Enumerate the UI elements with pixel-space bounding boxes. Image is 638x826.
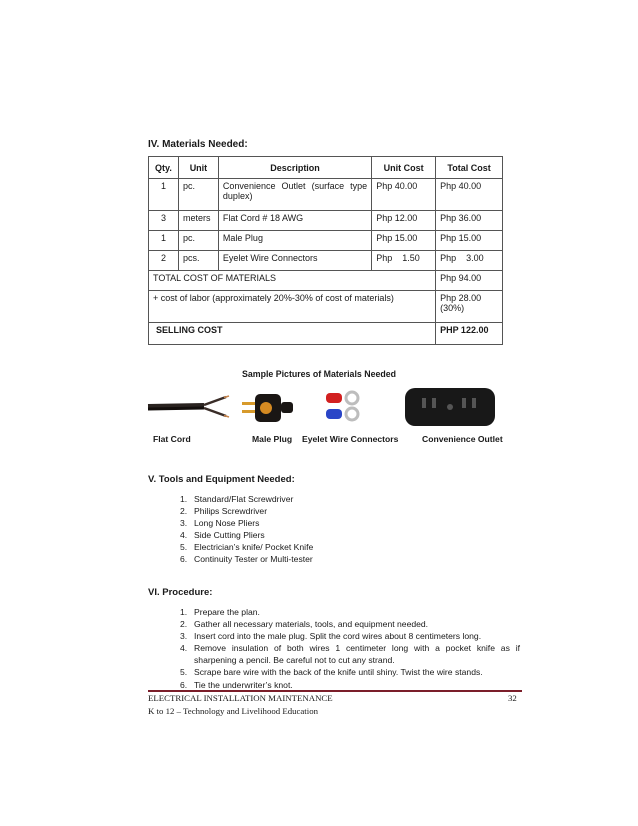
cell-qty: 2	[149, 251, 179, 271]
table-row	[149, 231, 503, 251]
male-plug-image	[238, 388, 298, 428]
list-item: 3. Long Nose Pliers	[180, 518, 260, 529]
caption-eyelet-connectors: Eyelet Wire Connectors	[302, 434, 399, 444]
footer-divider	[148, 690, 522, 692]
cell-unit: pc.	[178, 231, 218, 251]
selling-value: PHP 122.00	[436, 323, 503, 345]
caption-flat-cord: Flat Cord	[153, 434, 191, 444]
cell-description: Male Plug	[218, 231, 371, 251]
header-unit-cost: Unit Cost	[372, 157, 436, 179]
header-qty: Qty.	[149, 157, 179, 179]
cell-unit: pc.	[178, 179, 218, 211]
list-item: 5. Electrician’s knife/ Pocket Knife	[180, 542, 314, 553]
list-item: 6. Tie the underwriter’s knot.	[180, 679, 293, 690]
list-item: 5. Scrape bare wire with the back of the knife until shiny. Twist the wire stands.	[180, 667, 483, 678]
table-header-row	[149, 157, 503, 179]
list-item: 2. Gather all necessary materials, tools, and equipment needed.	[180, 619, 429, 630]
header-description: Description	[218, 157, 371, 179]
list-item: 1. Standard/Flat Screwdriver	[180, 494, 294, 504]
flat-cord-image	[146, 388, 230, 424]
materials-table	[148, 156, 503, 345]
cell-qty: 1	[149, 179, 179, 211]
eyelet-connectors-image	[322, 389, 372, 425]
page-number: 32	[508, 693, 517, 703]
list-item: 3. Insert cord into the male plug. Split the cord wires about 8 centimeters long.	[180, 631, 482, 642]
list-item: 4. Remove insulation of both wires 1 centimeter long with a pocket knife as if sharpening a pencil. Be careful not to cut any strand.	[180, 643, 520, 666]
caption-male-plug: Male Plug	[252, 434, 293, 444]
table-row	[149, 211, 503, 231]
labor-value: Php 28.00	[440, 293, 482, 303]
cell-total-cost: Php 3.00	[436, 251, 503, 271]
list-item: 4. Side Cutting Pliers	[180, 530, 265, 541]
total-row	[149, 271, 503, 291]
cell-total-cost: Php 36.00	[436, 211, 503, 231]
table-row	[149, 179, 503, 211]
cell-description: Convenience Outlet (surface type duplex)	[218, 179, 371, 211]
cell-description: Eyelet Wire Connectors	[218, 251, 371, 271]
table-row	[149, 251, 503, 271]
cell-unit-cost: Php 1.50	[372, 251, 436, 271]
total-label: TOTAL COST OF MATERIALS	[149, 271, 436, 291]
cell-unit: pcs.	[178, 251, 218, 271]
cell-description: Flat Cord # 18 AWG	[218, 211, 371, 231]
caption-convenience-outlet: Convenience Outlet	[422, 434, 503, 444]
cell-unit-cost: Php 15.00	[372, 231, 436, 251]
procedure-list	[180, 606, 520, 691]
labor-percent: (30%)	[440, 303, 465, 313]
header-total-cost: Total Cost	[436, 157, 503, 179]
list-item: 1. Prepare the plan.	[180, 607, 260, 617]
labor-cell	[436, 291, 503, 323]
cell-qty: 1	[149, 231, 179, 251]
pictures-title: Sample Pictures of Materials Needed	[242, 369, 397, 379]
cell-total-cost: Php 15.00	[436, 231, 503, 251]
footer-program: K to 12 – Technology and Livelihood Education	[148, 706, 318, 716]
tools-list	[180, 493, 500, 566]
convenience-outlet-image	[404, 386, 496, 428]
cell-unit-cost: Php 40.00	[372, 179, 436, 211]
cell-unit-cost: Php 12.00	[372, 211, 436, 231]
list-item: 2. Philips Screwdriver	[180, 506, 268, 517]
cell-unit: meters	[178, 211, 218, 231]
list-item: 6. Continuity Tester or Multi-tester	[180, 554, 313, 565]
selling-row	[149, 323, 503, 345]
selling-label: SELLING COST	[149, 323, 436, 345]
total-value: Php 94.00	[436, 271, 503, 291]
header-unit: Unit	[178, 157, 218, 179]
cell-qty: 3	[149, 211, 179, 231]
section-5-title: V. Tools and Equipment Needed:	[148, 474, 295, 485]
labor-row	[149, 291, 503, 323]
cell-total-cost: Php 40.00	[436, 179, 503, 211]
section-4-title: IV. Materials Needed:	[148, 139, 248, 150]
footer-course-title: ELECTRICAL INSTALLATION MAINTENANCE	[148, 693, 333, 703]
section-6-title: VI. Procedure:	[148, 587, 213, 598]
labor-label: + cost of labor (approximately 20%-30% of cost of materials)	[149, 291, 436, 323]
